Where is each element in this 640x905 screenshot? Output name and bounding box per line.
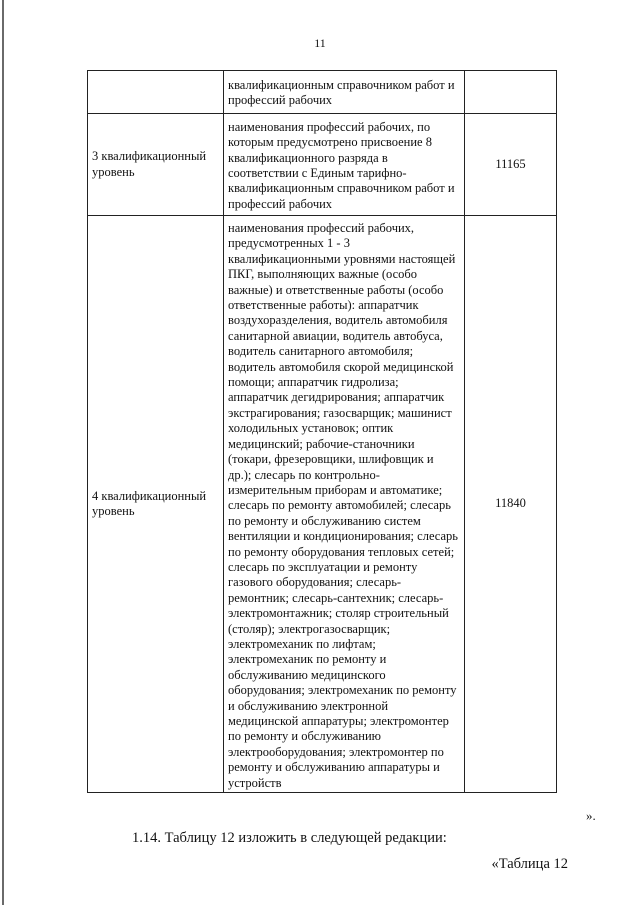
- amendment-instruction: 1.14. Таблицу 12 изложить в следующей редакции:: [132, 830, 447, 846]
- profession-description-cell: квалификационным справочником работ и профессий рабочих: [224, 71, 465, 114]
- page-number: 11: [314, 36, 326, 50]
- profession-description-cell: наименования профессий рабочих, предусмотренных 1 - 3 квалификационными уровнями настоящей ПКГ, выполняющих важные (особо важные) и ответственные работы (особо ответственные работы): аппаратчик воздухоразделения, водитель автомобиля санитарной авиации, водитель автобуса, водитель санитарного автомобиля; водитель автомобиля скорой медицинской помощи; аппаратчик гидролиза; аппаратчик дегидрирования; аппаратчик экстрагирования; газосварщик; машинист холодильных установок; оптик медицинский; рабочие-станочники (токари, фрезеровщики, шлифовщик и др.); слесарь по контрольно-измерительным приборам и автоматике; слесарь по ремонту автомобилей; слесарь по ремонту и обслуживанию систем вентиляции и кондиционирования; слесарь по ремонту оборудования тепловых сетей; слесарь по эксплуатации и ремонту газового оборудования; слесарь-ремонтник; слесарь-сантехник; слесарь-электромонтажник; столяр строительный (столяр); электрогазосварщик; электромеханик по лифтам; электромеханик по ремонту и обслуживанию медицинского оборудования; электромеханик по ремонту и обслуживанию электронной медицинской аппаратуры; электромонтер по ремонту и обслуживанию электрооборудования; электромонтер по ремонту и обслуживанию аппаратуры и устройств: [224, 216, 465, 793]
- qualification-level-cell: 3 квалификационный уровень: [88, 114, 224, 216]
- salary-cell: 11165: [465, 114, 557, 216]
- table-row: [88, 114, 557, 216]
- salary-cell: 11840: [465, 216, 557, 793]
- salary-table: [87, 70, 557, 793]
- closing-quote-mark: ».: [586, 808, 596, 823]
- salary-cell: [465, 71, 557, 114]
- profession-description-cell: наименования профессий рабочих, по которым предусмотрено присвоение 8 квалификационного разряда в соответствии с Единым тарифно-квалификационным справочником работ и профессий рабочих: [224, 114, 465, 216]
- qualification-level-cell: [88, 71, 224, 114]
- table-caption: «Таблица 12: [491, 856, 568, 872]
- scan-edge-line: [2, 0, 4, 905]
- qualification-level-cell: 4 квалификационный уровень: [88, 216, 224, 793]
- table-row: [88, 71, 557, 114]
- table-row: [88, 216, 557, 793]
